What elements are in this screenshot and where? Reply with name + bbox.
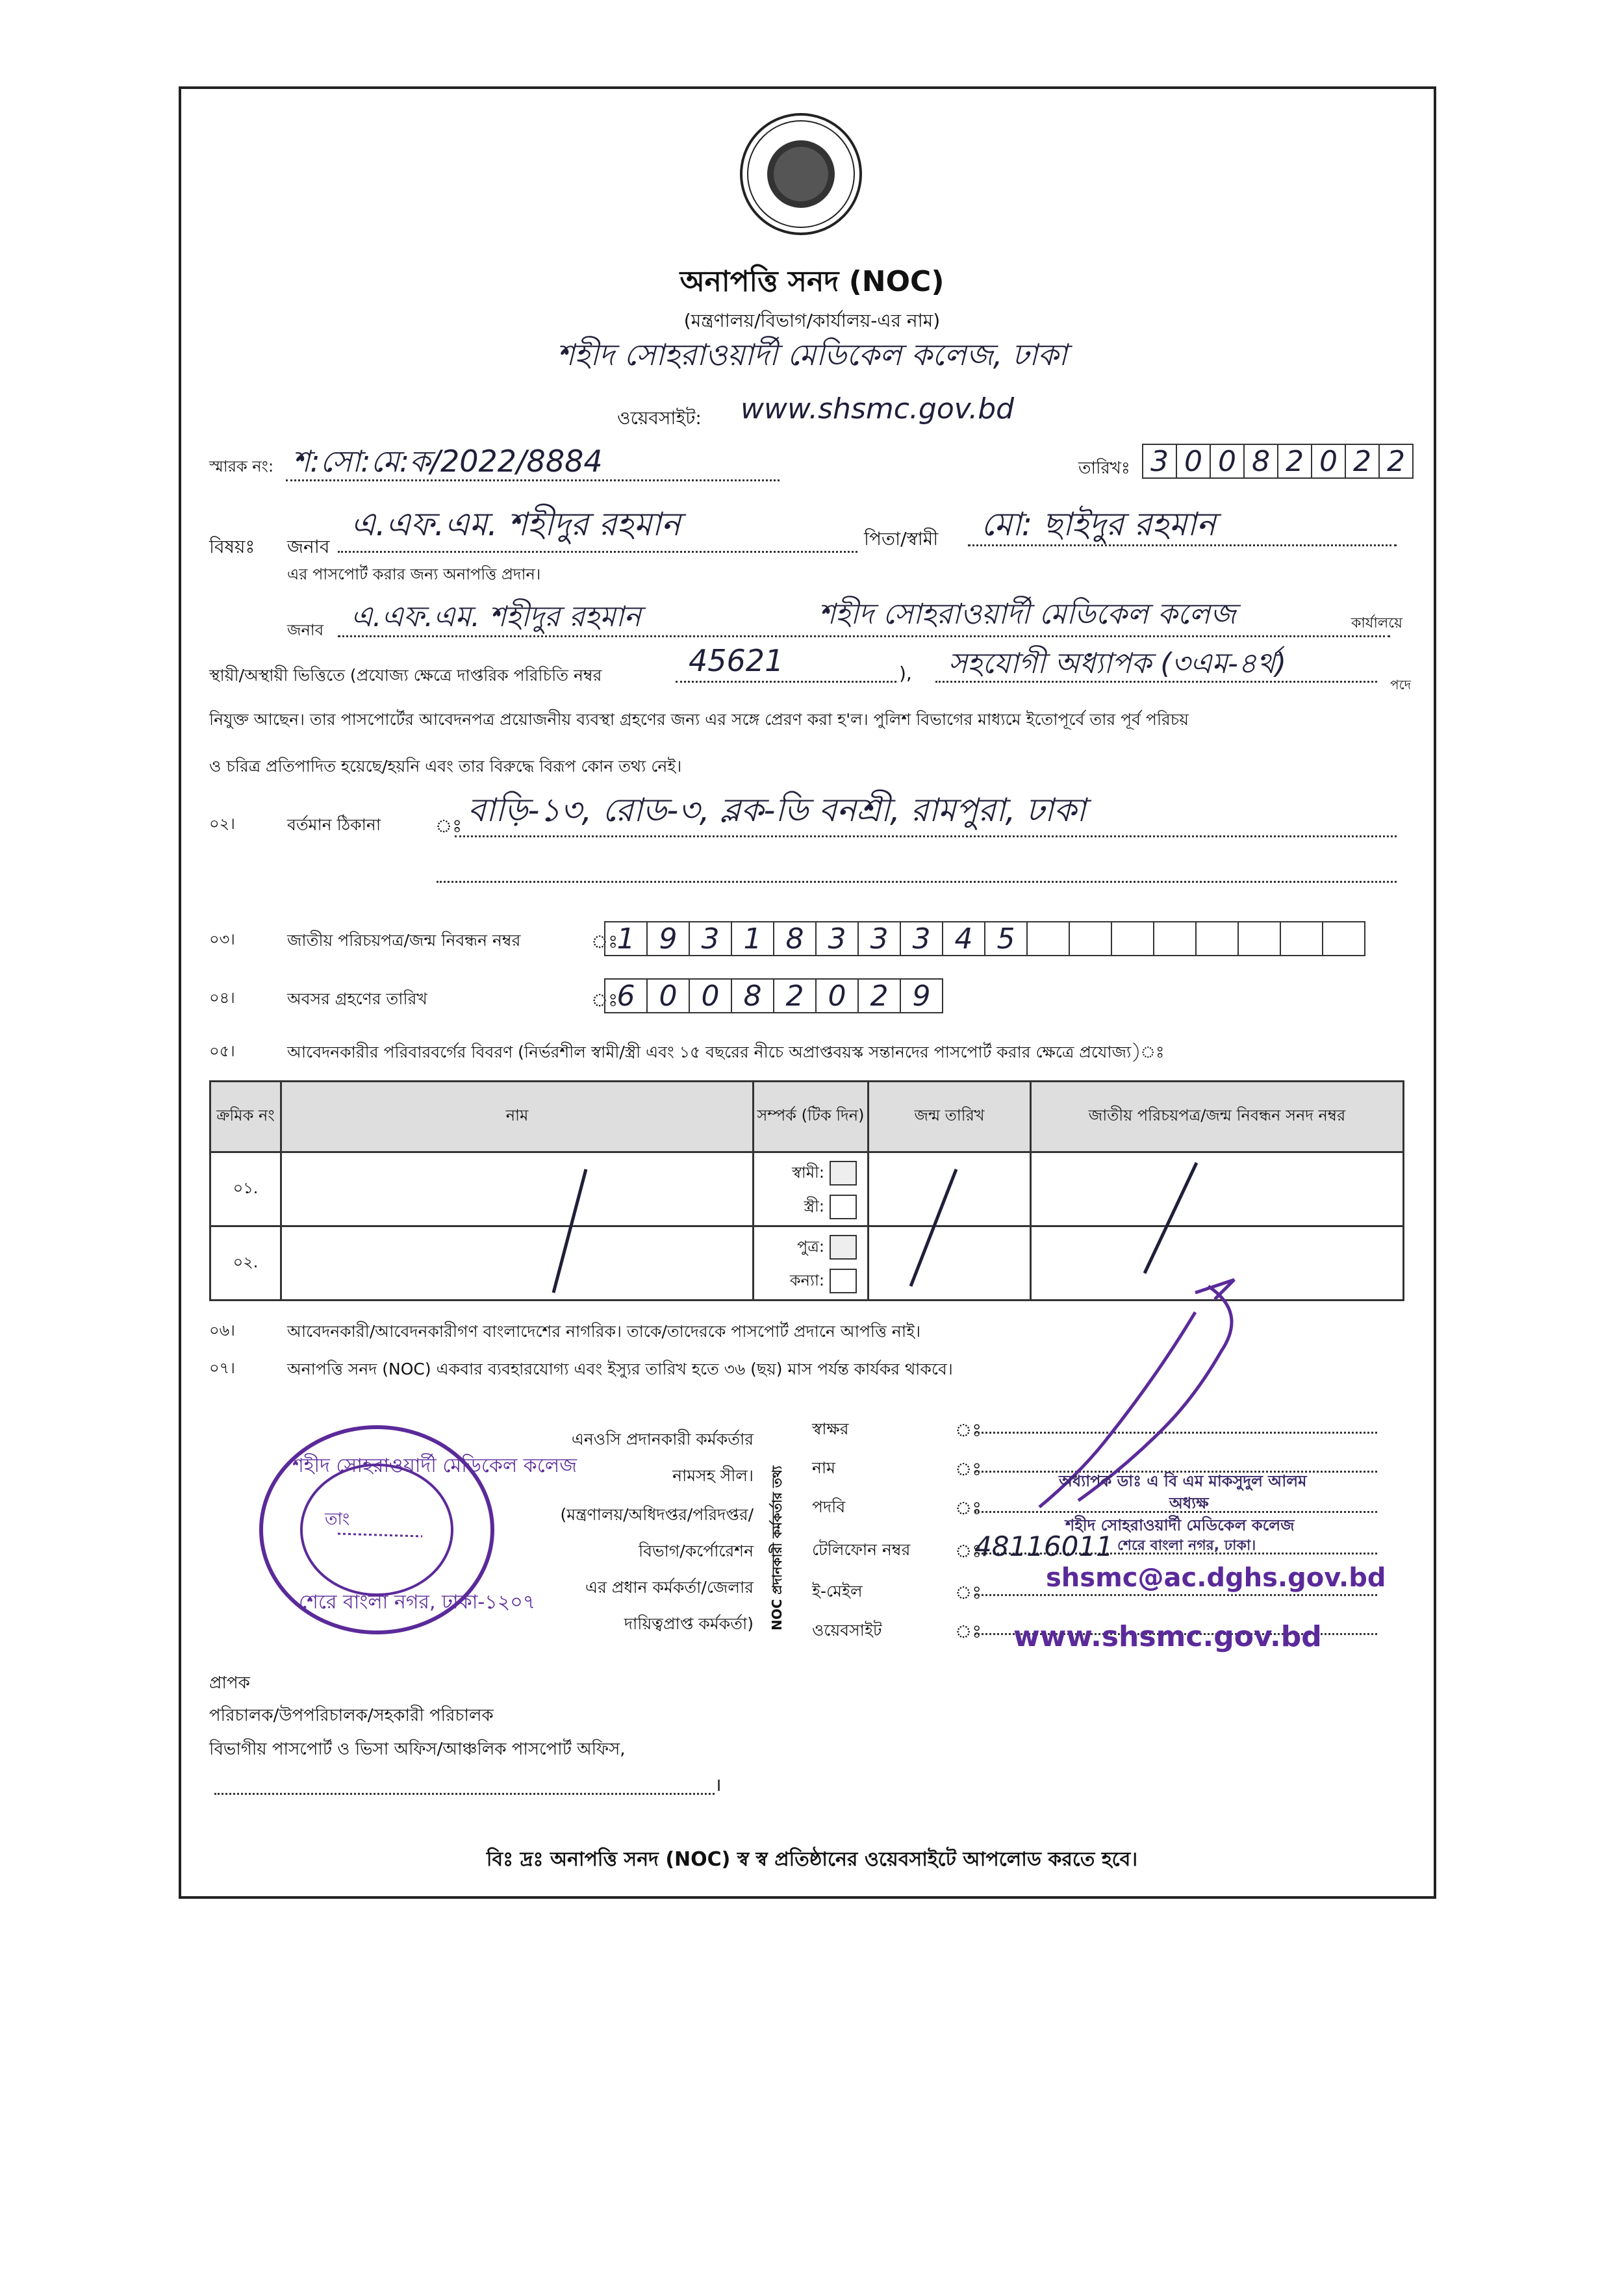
note6-number: ০৬। (209, 1321, 235, 1339)
issue-date-boxes: 3 0 0 8 2 0 2 2 (1143, 444, 1414, 479)
signatory-desc-4: বিভাগ/কর্পোরেশন (638, 1541, 754, 1560)
signatory-desc-6: দায়িত্বপ্রাপ্ত কর্মকর্তা) (624, 1614, 754, 1633)
recipient-label: প্রাপক (209, 1673, 250, 1693)
stamp-officer-name: অধ্যাপক ডাঃ এ বি এম মাকসুদুল আলম (1059, 1472, 1307, 1490)
office-name: শহীদ সোহরাওয়ার্দী মেডিকেল কলেজ, ঢাকা (557, 337, 1067, 372)
signatory-desc-5: এর প্রধান কর্মকর্তা/জেলার (585, 1578, 754, 1597)
officer-website: www.shsmc.gov.bd (1013, 1620, 1322, 1653)
seal-center-text: তাং (325, 1510, 350, 1529)
recipient-line1: পরিচালক/উপপরিচালক/সহকারী পরিচালক (209, 1706, 494, 1725)
subject-line2: এর পাসপোর্ট করার জন্য অনাপত্তি প্রদান। (287, 565, 541, 583)
table-row: ০২. পুত্র: কন্যা: (210, 1226, 1404, 1300)
ministry-caption: (মন্ত্রণালয়/বিভাগ/কার্যালয়-এর নাম) (683, 310, 941, 331)
body-applicant-name: এ.এফ.এম. শহীদুর রহমান (351, 600, 641, 633)
field-website-label: ওয়েবসাইট (812, 1621, 882, 1640)
present-address: বাড়ি-১৩, রোড-৩, ব্লক-ডি বনশ্রী, রামপুরা, ঢাকা (468, 791, 1086, 829)
document-title: অনাপত্তি সনদ (NOC) (679, 265, 945, 298)
memo-label: স্মারক নং: (209, 457, 274, 476)
field-name-label: নাম (812, 1458, 836, 1477)
id-close: ), (899, 663, 912, 684)
col-serial: ক্রমিক নং (210, 1082, 281, 1152)
table-row: ০১. স্বামী: স্ত্রী: (210, 1152, 1404, 1226)
memo-number: শ:সো:মে:ক/2022/8884 (292, 444, 603, 479)
col-relation: সম্পর্ক (টিক দিন) (754, 1082, 869, 1152)
address-label: বর্তমান ঠিকানা (287, 815, 381, 834)
father-name: মো: ছাইদুর রহমান (981, 505, 1216, 543)
recipient-line3-end: । (715, 1774, 722, 1795)
website-label: ওয়েবসাইট: (617, 407, 702, 429)
field-email-label: ই-মেইল (812, 1582, 863, 1601)
footer-note: বিঃ দ্রঃ অনাপত্তি সনদ (NOC) স্ব স্ব প্রতিষ্ঠানের ওয়েবসাইটে আপলোড করতে হবে। (486, 1848, 1138, 1871)
noc-officer-info-vertical: NOC প্রদানকারী কর্মকর্তার তথ্য (769, 1465, 785, 1630)
seal-bottom-text: শেরে বাংলা নগর, ঢাকা-১২০৭ (299, 1591, 536, 1614)
date-label: তারিখঃ (1078, 459, 1130, 478)
signatory-desc-2: নামসহ সীল। (672, 1466, 754, 1485)
phone-number: 48116011 (974, 1530, 1113, 1562)
item5-number: ০৫। (209, 1042, 235, 1060)
item2-number: ০২। (209, 815, 235, 833)
subject-applicant-name: এ.এফ.এম. শহীদুর রহমান (351, 505, 681, 543)
col-dob: জন্ম তারিখ (869, 1082, 1031, 1152)
body-office-name: শহীদ সোহরাওয়ার্দী মেডিকেল কলেজ (818, 598, 1236, 631)
item3-number: ০৩। (209, 930, 235, 948)
field-phone-label: টেলিফোন নম্বর (812, 1540, 911, 1559)
retirement-label: অবসর গ্রহণের তারিখ (287, 989, 427, 1008)
website-value: www.shsmc.gov.bd (741, 392, 1015, 425)
body-para2: ও চরিত্র প্রতিপাদিত হয়েছে/হয়নি এবং তার বিরুদ্ধে বিরূপ কোন তথ্য নেই। (209, 757, 682, 776)
note7-text: অনাপত্তি সনদ (NOC) একবার ব্যবহারযোগ্য এবং ইস্যুর তারিখ হতে ৩৬ (ছয়) মাস পর্যন্ত কার্যকর থাকবে। (287, 1360, 953, 1378)
subject-mr-label: জনাব (287, 536, 330, 557)
stamp-place: শেরে বাংলা নগর, ঢাকা। (1117, 1538, 1256, 1554)
basis-text: স্থায়ী/অস্থায়ী ভিত্তিতে (প্রযোজ্য ক্ষেত্রে দাপ্তরিক পরিচিতি নম্বর (209, 666, 602, 685)
body-mr-label: জনাব (287, 621, 324, 639)
nid-boxes: 1 9 3 1 8 3 3 3 4 5 (605, 921, 1365, 956)
item4-number: ০৪। (209, 989, 235, 1007)
family-description-label: আবেদনকারীর পরিবারবর্গের বিবরণ (নির্ভরশীল স্বামী/স্ত্রী এবং ১৫ বছরের নীচে অপ্রাপ্তবয়স্ক সন্তানদের পাসপোর্ট করার ক্ষেত্রে প্রযোজ্য)ঃ (287, 1043, 1165, 1061)
stamp-office: শহীদ সোহরাওয়ার্দী মেডিকেল কলেজ (1065, 1516, 1295, 1534)
body-para1: নিযুক্ত আছেন। তার পাসপোর্টের আবেদনপত্র প্রয়োজনীয় ব্যবস্থা গ্রহণের জন্য এর সঙ্গে প্রেরণ করা হ'ল। পুলিশ বিভাগের মাধ্যমে ইতোপূর্বে তার পূর্ব পরিচয় (209, 710, 1189, 729)
note7-number: ০৭। (209, 1359, 235, 1377)
post-name: সহযোগী অধ্যাপক (৩এম-৪র্থ) (948, 647, 1287, 680)
retirement-date-boxes: 6 0 0 8 2 0 2 9 (605, 978, 943, 1013)
stamp-officer-post: অধ্যক্ষ (1169, 1494, 1209, 1512)
signatory-desc-3: (মন্ত্রণালয়/অধিদপ্তর/পরিদপ্তর/ (560, 1505, 754, 1524)
officer-email: shsmc@ac.dghs.gov.bd (1046, 1563, 1386, 1593)
col-name: নাম (281, 1082, 754, 1152)
post-suffix: পদে (1390, 677, 1412, 692)
nid-label: জাতীয় পরিচয়পত্র/জন্ম নিবন্ধন নম্বর (287, 931, 521, 950)
field-post-label: পদবি (812, 1497, 846, 1516)
signatory-desc-1: এনওসি প্রদানকারী কর্মকর্তার (571, 1430, 754, 1449)
note6-text: আবেদনকারী/আবেদনকারীগণ বাংলাদেশের নাগরিক। তাকে/তাদেরকে পাসপোর্ট প্রদানে আপত্তি নাই। (287, 1322, 921, 1341)
recipient-line2: বিভাগীয় পাসপোর্ট ও ভিসা অফিস/আঞ্চলিক পাসপোর্ট অফিস, (209, 1740, 626, 1759)
seal-top-text: শহীদ সোহরাওয়ার্দী মেডিকেল কলেজ (292, 1454, 577, 1477)
father-label: পিতা/স্বামী (864, 528, 939, 550)
official-id-number: 45621 (689, 643, 784, 678)
field-signature-label: স্বাক্ষর (812, 1419, 849, 1438)
government-emblem-icon (736, 109, 866, 239)
col-nid: জাতীয় পরিচয়পত্র/জন্ম নিবন্ধন সনদ নম্বর (1031, 1082, 1404, 1152)
subject-label: বিষয়ঃ (209, 536, 255, 557)
office-suffix: কার্যালয়ে (1351, 615, 1403, 631)
